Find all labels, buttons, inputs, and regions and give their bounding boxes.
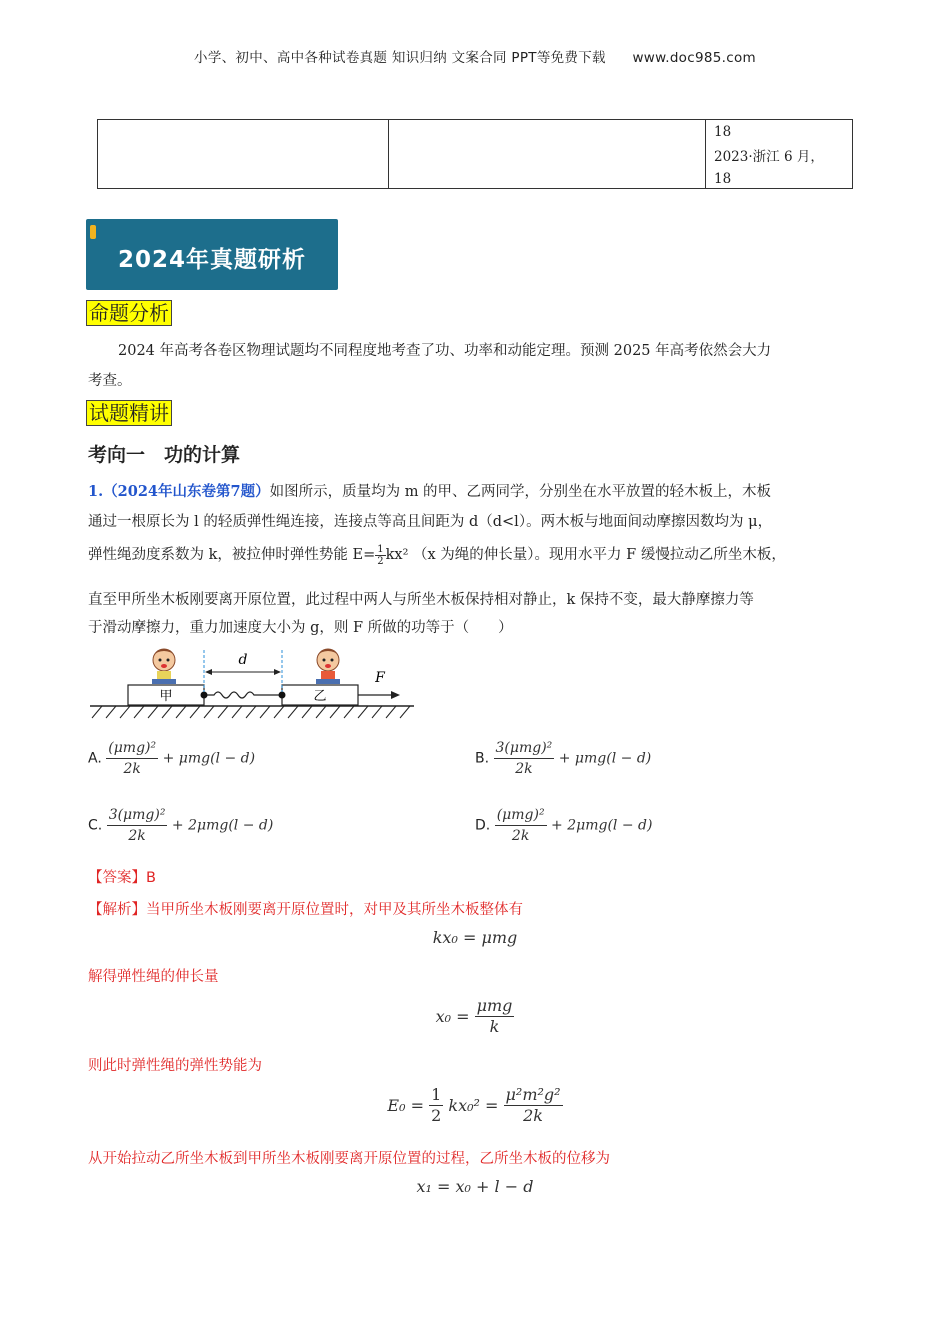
option-fraction: $\frac{\text{3(μmg)²}}{2k}$: [495, 740, 553, 777]
equation-2: x₀ = $\frac{\text{μmg}}{k}$: [435, 996, 513, 1036]
equation-3: E₀ = $\frac{1}{2}$ kx₀² = $\frac{\text{μ²m²g²}}{2k}$: [387, 1085, 561, 1125]
analysis-line-3: 则此时弹性绳的弹性势能为: [88, 1058, 262, 1074]
analysis-line-2: 解得弹性绳的伸长量: [88, 969, 219, 985]
option-c[interactable]: [88, 805, 273, 846]
half-fraction: $\frac{1}{2}$: [377, 543, 384, 567]
table-row: [98, 120, 853, 189]
banner-title: 2024年真题研析: [117, 247, 306, 273]
question-line-1: [88, 480, 771, 501]
option-letter: B.: [475, 750, 490, 767]
option-letter: C.: [88, 817, 103, 834]
question-number: 1.: [88, 483, 104, 500]
question-line-5: 于滑动摩擦力，重力加速度大小为 g，则 F 所做的功等于（ ）: [88, 620, 513, 636]
question-source: （2024年山东卷第7题）: [103, 483, 270, 500]
analysis-line-4: 从开始拉动乙所坐木板到甲所坐木板刚要离开原位置的过程，乙所坐木板的位移为: [88, 1151, 610, 1167]
option-letter: A.: [88, 750, 102, 767]
option-tail: + μmg(l − d): [162, 750, 256, 767]
option-fraction: $\frac{\text{(μmg)²}}{2k}$: [108, 740, 157, 777]
analysis-heading-box: [86, 301, 172, 325]
table-cell-3: [706, 120, 853, 189]
option-a[interactable]: [88, 738, 255, 779]
option-fraction: $\frac{\text{3(μmg)²}}{2k}$: [108, 807, 166, 844]
option-b[interactable]: [475, 738, 651, 779]
intro-line-1: 2024 年高考各卷区物理试题均不同程度地考查了功、功率和动能定理。预测 2025 年高考依然会大力: [118, 343, 772, 359]
connection-point-right: [279, 692, 286, 699]
header-url[interactable]: www.doc985.com: [632, 50, 756, 66]
question-line-2: 通过一根原长为 l 的轻质弹性绳连接，连接点等高且间距为 d（d<l）。两木板与地面间动摩擦因数均为 μ，: [88, 514, 773, 530]
answer-line: [88, 866, 156, 887]
connection-point-left: [201, 692, 208, 699]
label-jia: 甲: [159, 689, 173, 704]
question-line-3: [88, 543, 786, 567]
lecture-heading-box: [86, 401, 172, 425]
question-text: 弹性绳劲度系数为 k，被拉伸时弹性势能 E=: [88, 547, 376, 563]
option-letter: D.: [475, 817, 491, 834]
elastic-cord: [204, 692, 282, 698]
table-cell-1: [98, 120, 389, 189]
table-cell-line: 18: [714, 171, 732, 187]
option-tail: + μmg(l − d): [558, 750, 652, 767]
option-tail: + 2μmg(l − d): [171, 817, 274, 834]
analysis-line-1: [88, 898, 523, 919]
section-heading: 试题精讲: [86, 400, 172, 426]
question-text: 如图所示，质量均为 m 的甲、乙两同学，分别坐在水平放置的轻木板上，木板: [269, 484, 772, 500]
question-text: kx² （x 为绳的伸长量）。现用水平力 F 缓慢拉动乙所坐木板，: [385, 547, 786, 563]
header-text: 小学、初中、高中各种试卷真题 知识归纳 文案合同 PPT等免费下载: [194, 50, 606, 66]
kid-yi-icon: [316, 649, 340, 684]
option-fraction: $\frac{\text{(μmg)²}}{2k}$: [496, 807, 545, 844]
question-line-4: 直至甲所坐木板刚要离开原位置，此过程中两人与所坐木板保持相对静止，k 保持不变，最大静摩擦力等: [88, 592, 754, 608]
intro-line-2: 考查。: [88, 373, 132, 389]
answer-value: B: [146, 870, 156, 886]
analysis-label: 【解析】: [88, 902, 146, 918]
page-header: [0, 46, 950, 66]
equation-1: kx₀ = μmg: [432, 928, 518, 947]
answer-label: 【答案】: [88, 870, 146, 886]
table-cell-line: 2023·浙江 6 月，: [714, 149, 824, 165]
kid-jia-icon: [152, 649, 176, 684]
ground-hatching: [92, 706, 410, 718]
section-heading: 命题分析: [86, 300, 172, 326]
label-d: d: [238, 652, 248, 668]
question-figure: [88, 642, 420, 722]
banner-accent: [90, 225, 96, 239]
option-d[interactable]: [475, 805, 652, 846]
table-cell-line: 18: [714, 124, 732, 140]
equation-4: x₁ = x₀ + l − d: [416, 1177, 534, 1196]
section-banner: [86, 219, 338, 290]
label-F: F: [375, 670, 385, 686]
option-tail: + 2μmg(l − d): [551, 817, 653, 834]
analysis-text: 当甲所坐木板刚要离开原位置时，对甲及其所坐木板整体有: [146, 902, 523, 918]
label-yi: 乙: [313, 689, 327, 704]
direction-title: 考向一 功的计算: [88, 444, 241, 466]
top-table: [97, 119, 853, 189]
table-cell-2: [389, 120, 706, 189]
